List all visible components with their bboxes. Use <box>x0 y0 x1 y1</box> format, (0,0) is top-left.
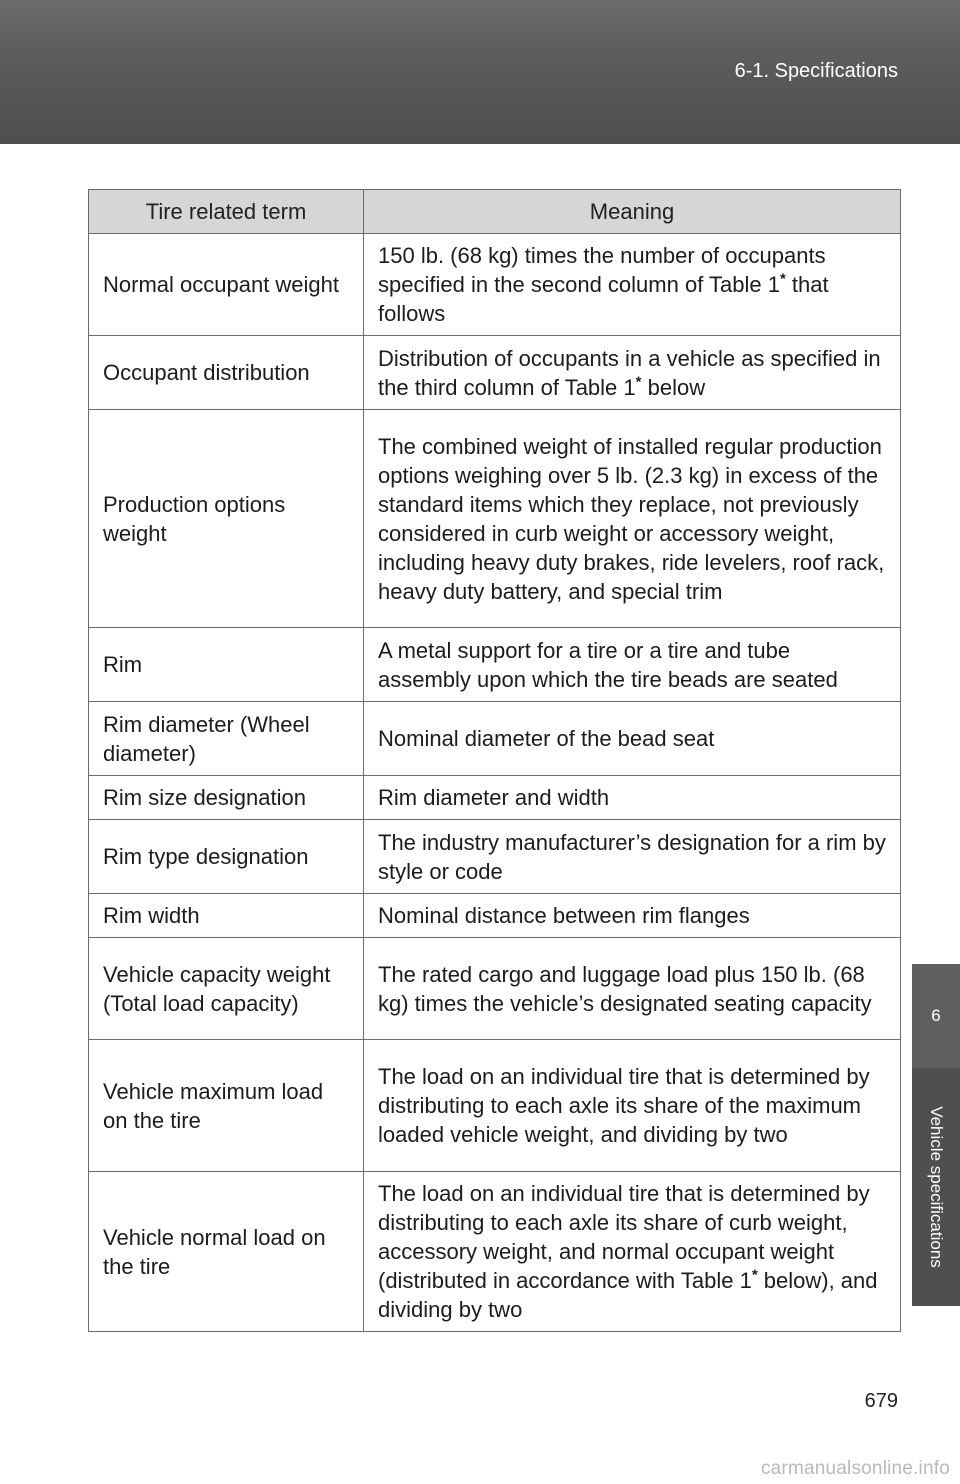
section-title: 6-1. Specifications <box>734 60 898 82</box>
term-cell: Rim <box>89 628 364 702</box>
column-header-meaning: Meaning <box>364 190 901 234</box>
meaning-text: A metal support for a tire or a tire and tube assembly upon which the tire beads are seated <box>378 637 838 692</box>
table-header-row <box>89 190 901 234</box>
meaning-text: Nominal distance between rim flanges <box>378 903 750 928</box>
meaning-text: The load on an individual tire that is determined by distributing to each axle its share of curb weight, accessory weight, and normal occupant weight (distributed in accordance with Table 1 <box>378 1181 870 1293</box>
meaning-cell <box>364 1172 901 1332</box>
table-row <box>89 628 901 702</box>
table-row <box>89 702 901 776</box>
table-body <box>89 234 901 1332</box>
meaning-text: The industry manufacturer’s designation for a rim by style or code <box>378 829 886 884</box>
table-row <box>89 776 901 820</box>
meaning-cell <box>364 938 901 1040</box>
meaning-cell <box>364 776 901 820</box>
term-cell: Vehicle normal load on the tire <box>89 1172 364 1332</box>
table-row <box>89 336 901 410</box>
meaning-text: Nominal diameter of the bead seat <box>378 726 715 751</box>
term-cell: Rim size designation <box>89 776 364 820</box>
meaning-cell <box>364 1040 901 1172</box>
chapter-tab-label-text: Vehicle specifications <box>927 1106 946 1268</box>
meaning-cell <box>364 702 901 776</box>
header-band <box>0 0 960 144</box>
term-cell: Occupant distribution <box>89 336 364 410</box>
column-header-term: Tire related term <box>89 190 364 234</box>
meaning-text: Rim diameter and width <box>378 785 610 810</box>
tire-terms-table <box>88 189 901 1332</box>
table-row <box>89 894 901 938</box>
table-row <box>89 1172 901 1332</box>
meaning-cell <box>364 234 901 336</box>
term-cell: Rim width <box>89 894 364 938</box>
term-cell: Vehicle capacity weight (Total load capacity) <box>89 938 364 1040</box>
watermark: carmanualsonline.info <box>760 1458 950 1479</box>
term-cell: Rim diameter (Wheel diameter) <box>89 702 364 776</box>
term-cell: Production options weight <box>89 410 364 628</box>
term-cell: Rim type designation <box>89 820 364 894</box>
table-row <box>89 234 901 336</box>
meaning-cell <box>364 336 901 410</box>
table-row <box>89 410 901 628</box>
meaning-text-continued: below), and dividing by two <box>378 1268 878 1322</box>
chapter-tab-label[interactable] <box>912 1068 960 1306</box>
meaning-cell <box>364 410 901 628</box>
footnote-asterisk: * <box>751 1266 758 1284</box>
page-number: 679 <box>864 1390 898 1412</box>
meaning-text: The rated cargo and luggage load plus 150 lb. (68 kg) times the vehicle’s designated seating capacity <box>378 961 872 1016</box>
footnote-asterisk: * <box>635 373 642 391</box>
meaning-cell <box>364 894 901 938</box>
term-cell: Normal occupant weight <box>89 234 364 336</box>
meaning-text: The load on an individual tire that is determined by distributing to each axle its share of the maximum loaded vehicle weight, and dividing by two <box>378 1064 870 1147</box>
meaning-cell <box>364 820 901 894</box>
chapter-tab-number[interactable]: 6 <box>912 964 960 1068</box>
meaning-text: The combined weight of installed regular production options weighing over 5 lb. (2.3 kg) in excess of the standard items which they replace, not previously considered in curb weight or accessory weight, including heavy duty brakes, ride levelers, roof rack, heavy duty battery, and special trim <box>378 433 885 604</box>
meaning-text-continued: below <box>641 374 706 400</box>
table-row <box>89 1040 901 1172</box>
footnote-asterisk: * <box>779 270 786 288</box>
table-row <box>89 938 901 1040</box>
meaning-text-continued: that follows <box>378 272 829 326</box>
meaning-text: Distribution of occupants in a vehicle as specified in the third column of Table 1 <box>378 345 881 400</box>
term-cell: Vehicle maximum load on the tire <box>89 1040 364 1172</box>
table-row <box>89 820 901 894</box>
meaning-text: 150 lb. (68 kg) times the number of occupants specified in the second column of Table 1 <box>378 243 826 297</box>
meaning-cell <box>364 628 901 702</box>
